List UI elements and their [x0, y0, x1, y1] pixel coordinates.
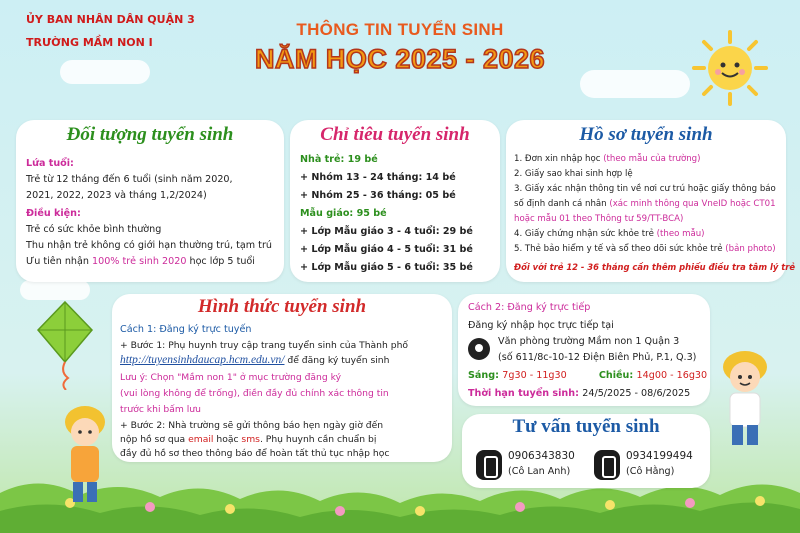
doc-item3-line2: [514, 199, 776, 209]
doc-item1: [514, 154, 700, 164]
morning-time: 7g30 - 11g30: [502, 370, 567, 381]
method2-label: Cách 2: Đăng ký trực tiếp: [468, 302, 591, 313]
nursery-item2: + Nhóm 25 - 36 tháng: 05 bé: [300, 190, 456, 201]
doc-item3-line1: 3. Giấy xác nhận thông tin về nơi cư trú hoặc giấy thông báo: [514, 184, 776, 194]
step2-a: nộp hồ sơ qua: [120, 434, 189, 445]
method1-step2-line2: [120, 434, 376, 445]
registration-link[interactable]: http://tuyensinhdaucap.hcm.edu.vn/: [120, 354, 285, 366]
kindergarten-total: Mẫu giáo: 95 bé: [300, 208, 387, 219]
method1-step2-line1: + Bước 2: Nhà trường sẽ gửi thông báo hẹn ngày giờ đến: [120, 420, 384, 431]
condition-line1: Trẻ có sức khỏe bình thường: [26, 224, 162, 235]
kindergarten-item1: + Lớp Mẫu giáo 3 - 4 tuổi: 29 bé: [300, 226, 473, 237]
doc-item1-note: (theo mẫu của trường): [603, 154, 701, 164]
doc-item4-note: (theo mẫu): [656, 229, 705, 239]
phone-icon: [594, 450, 620, 480]
method1-step1: + Bước 1: Phụ huynh truy cập trang tuyển sinh của Thành phố: [120, 340, 409, 351]
title-line2: NĂM HỌC 2025 - 2026: [254, 44, 546, 74]
condition-label: Điều kiện:: [26, 208, 81, 219]
header-left: [26, 8, 195, 54]
address-line2: (số 611/8c-10-12 Điện Biên Phủ, P.1, Q.3): [498, 352, 697, 363]
school-name: TRƯỜNG MẦM NON I: [26, 36, 153, 49]
step2-email: email: [188, 434, 214, 445]
doc-note: Đối với trẻ 12 - 36 tháng cần thêm phiếu điều tra tâm lý trẻ: [514, 262, 796, 272]
method1-note-line2: (vui lòng không để trống), điền đầy đủ chính xác thông tin: [120, 388, 389, 399]
child-illustration-left: [55, 400, 115, 510]
contact-name-1: (Cô Lan Anh): [508, 466, 571, 477]
method1-step2-line3: đầy đủ hồ sơ theo thông báo để hoàn tất thủ tục nhập học: [120, 448, 390, 459]
target-group-card: [16, 120, 284, 282]
deadline-line: [468, 388, 690, 399]
address-line1: Văn phòng trường Mầm non 1 Quận 3: [498, 336, 680, 347]
phone-number-2[interactable]: 0934199494: [626, 450, 693, 462]
condition-line3-a: Ưu tiên nhận: [26, 256, 92, 267]
deadline-label: Thời hạn tuyển sinh:: [468, 388, 583, 399]
condition-line3-highlight: 100% trẻ sinh 2020: [92, 256, 187, 267]
phone-icon: [476, 450, 502, 480]
cloud: [20, 280, 90, 300]
nursery-total: Nhà trẻ: 19 bé: [300, 154, 378, 165]
kindergarten-item2: + Lớp Mẫu giáo 4 - 5 tuổi: 31 bé: [300, 244, 473, 255]
title-line1: THÔNG TIN TUYỂN SINH: [296, 20, 504, 39]
age-line1: Trẻ từ 12 tháng đến 6 tuổi (sinh năm 2020,: [26, 174, 233, 185]
quota-title: Chỉ tiêu tuyển sinh: [320, 124, 470, 145]
age-line2: 2021, 2022, 2023 và tháng 1,2/2024): [26, 190, 207, 201]
contact-name-2: (Cô Hằng): [626, 466, 675, 477]
registration-method-card: [112, 294, 452, 462]
doc-item3-line3: hoặc mẫu 01 theo Thông tư 59/TT-BCA): [514, 214, 684, 224]
doc-item5-note: (bản photo): [725, 244, 776, 254]
consultation-title: Tư vấn tuyển sinh: [512, 416, 660, 437]
kite-icon: [30, 300, 100, 390]
doc-item1-text: 1. Đơn xin nhập học: [514, 154, 604, 164]
method2-line1: Đăng ký nhập học trực tiếp tại: [468, 320, 614, 331]
registration-method-title: Hình thức tuyển sinh: [197, 296, 367, 317]
map-pin-icon: [468, 338, 490, 360]
target-group-title: Đối tượng tuyển sinh: [66, 124, 234, 145]
consultation-card: [462, 414, 710, 488]
quota-card: [290, 120, 500, 282]
afternoon-label: Chiều:: [598, 370, 637, 381]
condition-line3: [26, 256, 255, 267]
doc-item5-text: 5. Thẻ bảo hiểm y tế và sổ theo dõi sức khỏe trẻ: [514, 244, 726, 254]
child-illustration-right: [710, 345, 780, 455]
cloud: [60, 60, 150, 84]
step2-e: . Phụ huynh cần chuẩn bị: [259, 434, 377, 445]
documents-title: Hồ sơ tuyển sinh: [579, 124, 713, 145]
afternoon-time: 14g00 - 16g30: [636, 370, 708, 381]
documents-card: [506, 120, 796, 282]
doc-item4-text: 4. Giấy chứng nhận sức khỏe trẻ: [514, 229, 657, 239]
condition-line2: Thu nhận trẻ không có giới hạn thường trú, tạm trú: [26, 240, 272, 251]
cloud: [580, 70, 690, 98]
condition-line3-c: học lớp 5 tuổi: [186, 256, 255, 267]
doc-item3-line2-note: (xác minh thông qua VneID hoặc CT01: [609, 199, 776, 209]
method1-label: Cách 1: Đăng ký trực tuyến: [120, 324, 252, 335]
page-title: [250, 20, 550, 75]
committee-name: ỦY BAN NHÂN DÂN QUẬN 3: [26, 13, 195, 26]
nursery-item1: + Nhóm 13 - 24 tháng: 14 bé: [300, 172, 456, 183]
method1-note-line1: Lưu ý: Chọn "Mầm non 1" ở mục trường đăng ký: [120, 372, 342, 383]
method1-link-line: [120, 354, 389, 366]
doc-item2: 2. Giấy sao khai sinh hợp lệ: [514, 169, 633, 179]
phone-number-1[interactable]: 0906343830: [508, 450, 575, 462]
sun-icon: [690, 28, 770, 108]
method1-note-line3: trước khi bấm lưu: [120, 404, 201, 415]
doc-item4: [514, 229, 705, 239]
age-label: Lứa tuổi:: [26, 158, 74, 169]
step2-sms: sms: [241, 434, 260, 445]
opening-hours: [468, 370, 707, 381]
doc-item5: [514, 244, 776, 254]
kindergarten-item3: + Lớp Mẫu giáo 5 - 6 tuổi: 35 bé: [300, 262, 473, 273]
deadline-value: 24/5/2025 - 08/6/2025: [582, 388, 691, 399]
direct-registration-card: [458, 294, 710, 406]
morning-label: Sáng:: [468, 370, 503, 381]
registration-link-tail: để đăng ký tuyển sinh: [284, 355, 390, 366]
doc-item3-line2-a: số định danh cá nhân: [514, 199, 610, 209]
step2-c: hoặc: [213, 434, 242, 445]
